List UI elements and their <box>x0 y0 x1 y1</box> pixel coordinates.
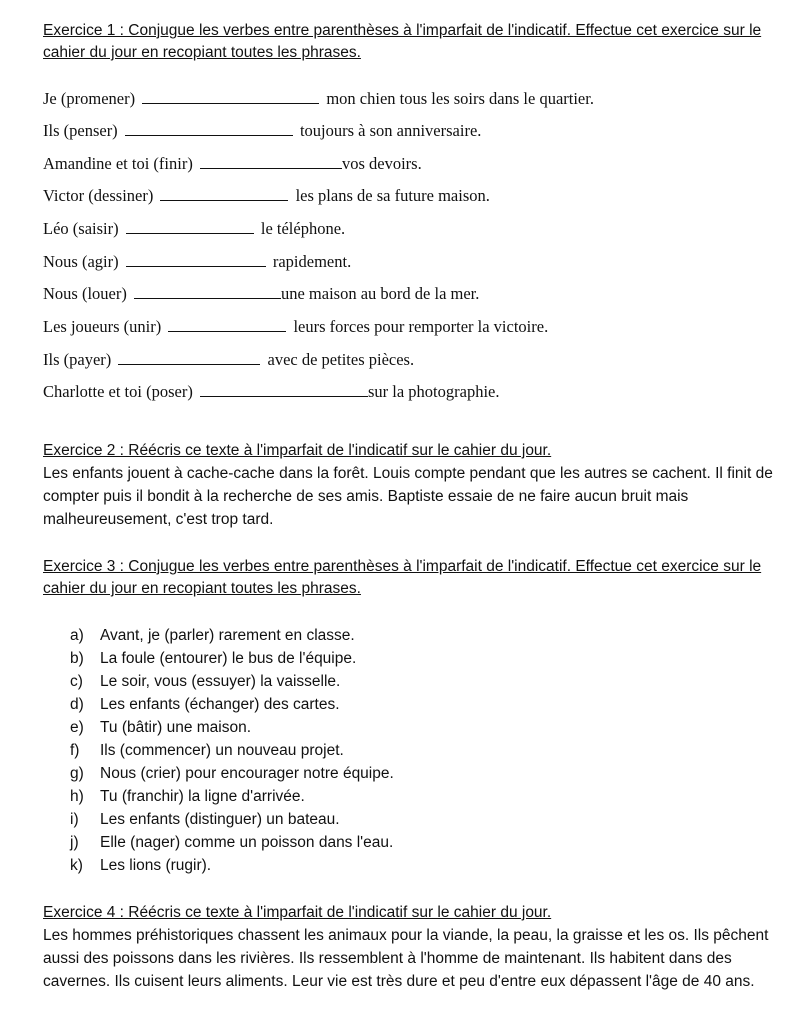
item-text: Les enfants (distinguer) un bateau. <box>100 811 340 828</box>
sentence-8 <box>43 317 548 337</box>
answer-blank[interactable] <box>200 382 368 397</box>
item-text: Ils (commencer) un nouveau projet. <box>100 742 344 759</box>
sentence-subject: Charlotte et toi (poser) <box>43 382 193 401</box>
item-letter: g) <box>70 765 84 782</box>
answer-blank[interactable] <box>118 350 260 365</box>
list-item <box>70 647 394 670</box>
item-letter: j) <box>70 834 79 851</box>
item-text: Le soir, vous (essuyer) la vaisselle. <box>100 673 341 690</box>
item-text: Avant, je (parler) rarement en classe. <box>100 627 355 644</box>
sentence-3 <box>43 154 422 174</box>
list-item <box>70 854 394 877</box>
sentence-subject: Nous (louer) <box>43 284 127 303</box>
sentence-subject: Je (promener) <box>43 89 136 108</box>
item-text: Les enfants (échanger) des cartes. <box>100 696 340 713</box>
item-text: Elle (nager) comme un poisson dans l'eau. <box>100 834 394 851</box>
sentence-rest: rapidement. <box>272 252 352 271</box>
exercise-2-text: Les enfants jouent à cache-cache dans la forêt. Louis compte pendant que les autres se cachent. Il finit de compter puis il bondit à la recherche de ses amis. Baptiste essaie de ne faire aucun bruit mais malheureusement, c'est trop tard. <box>43 465 773 528</box>
sentence-9 <box>43 350 414 370</box>
item-letter: d) <box>70 696 84 713</box>
list-item <box>70 670 394 693</box>
sentence-rest: les plans de sa future maison. <box>295 186 490 205</box>
sentence-1 <box>43 89 594 109</box>
sentence-rest: leurs forces pour remporter la victoire. <box>293 317 549 336</box>
sentence-subject: Léo (saisir) <box>43 219 119 238</box>
item-letter: i) <box>70 811 79 828</box>
item-text: Tu (franchir) la ligne d'arrivée. <box>100 788 305 805</box>
sentence-subject: Les joueurs (unir) <box>43 317 162 336</box>
item-text: Nous (crier) pour encourager notre équipe. <box>100 765 394 782</box>
exercise-3-list <box>70 624 394 877</box>
sentence-rest: une maison au bord de la mer. <box>280 284 480 303</box>
sentence-subject: Amandine et toi (finir) <box>43 154 193 173</box>
sentence-rest: le téléphone. <box>260 219 346 238</box>
answer-blank[interactable] <box>168 317 286 332</box>
answer-blank[interactable] <box>126 252 266 267</box>
sentence-5 <box>43 219 345 239</box>
sentence-subject: Ils (penser) <box>43 121 118 140</box>
exercise-4-title: Exercice 4 : Réécris ce texte à l'imparfait de l'indicatif sur le cahier du jour. <box>43 904 552 921</box>
item-letter: b) <box>70 650 84 667</box>
sentence-4 <box>43 186 490 206</box>
exercise-4-text: Les hommes préhistoriques chassent les animaux pour la viande, la peau, la graisse et les os. Ils pêchent aussi des poissons dans les rivières. Ils ressemblent à l'homme de maintenant. Ils habitent dans des cavernes. Ils cuisent leurs aliments. Leur vie est très dure et peu d'entre eux dépassent l'âge de 40 ans. <box>43 927 769 990</box>
list-item <box>70 716 394 739</box>
list-item <box>70 693 394 716</box>
item-letter: h) <box>70 788 84 805</box>
item-letter: f) <box>70 742 80 759</box>
sentence-subject: Victor (dessiner) <box>43 186 154 205</box>
item-text: La foule (entourer) le bus de l'équipe. <box>100 650 357 667</box>
list-item <box>70 624 394 647</box>
list-item <box>70 739 394 762</box>
item-letter: e) <box>70 719 84 736</box>
sentence-10 <box>43 382 499 402</box>
exercise-2-title: Exercice 2 : Réécris ce texte à l'imparfait de l'indicatif sur le cahier du jour. <box>43 442 552 459</box>
item-letter: k) <box>70 857 83 874</box>
item-text: Les lions (rugir). <box>100 857 212 874</box>
answer-blank[interactable] <box>200 154 342 169</box>
answer-blank[interactable] <box>160 186 288 201</box>
item-text: Tu (bâtir) une maison. <box>100 719 252 736</box>
list-item <box>70 808 394 831</box>
sentence-subject: Ils (payer) <box>43 350 112 369</box>
sentence-rest: avec de petites pièces. <box>267 350 415 369</box>
answer-blank[interactable] <box>126 219 254 234</box>
list-item <box>70 785 394 808</box>
sentence-rest: sur la photographie. <box>367 382 500 401</box>
item-letter: c) <box>70 673 83 690</box>
sentence-7 <box>43 284 479 304</box>
exercise-1-title: Exercice 1 : Conjugue les verbes entre parenthèses à l'imparfait de l'indicatif. Effectue cet exercice sur le cahier du jour en recopiant toutes les phrases. <box>43 22 762 61</box>
sentence-2 <box>43 121 481 141</box>
list-item <box>70 762 394 785</box>
sentence-subject: Nous (agir) <box>43 252 119 271</box>
sentence-rest: mon chien tous les soirs dans le quartier. <box>326 89 594 108</box>
sentence-6 <box>43 252 351 272</box>
answer-blank[interactable] <box>125 121 293 136</box>
exercise-3-title: Exercice 3 : Conjugue les verbes entre parenthèses à l'imparfait de l'indicatif. Effectue cet exercice sur le cahier du jour en recopiant toutes les phrases. <box>43 558 762 597</box>
item-letter: a) <box>70 627 84 644</box>
list-item <box>70 831 394 854</box>
answer-blank[interactable] <box>134 284 281 299</box>
answer-blank[interactable] <box>142 89 319 104</box>
sentence-rest: toujours à son anniversaire. <box>299 121 482 140</box>
sentence-rest: vos devoirs. <box>341 154 422 173</box>
